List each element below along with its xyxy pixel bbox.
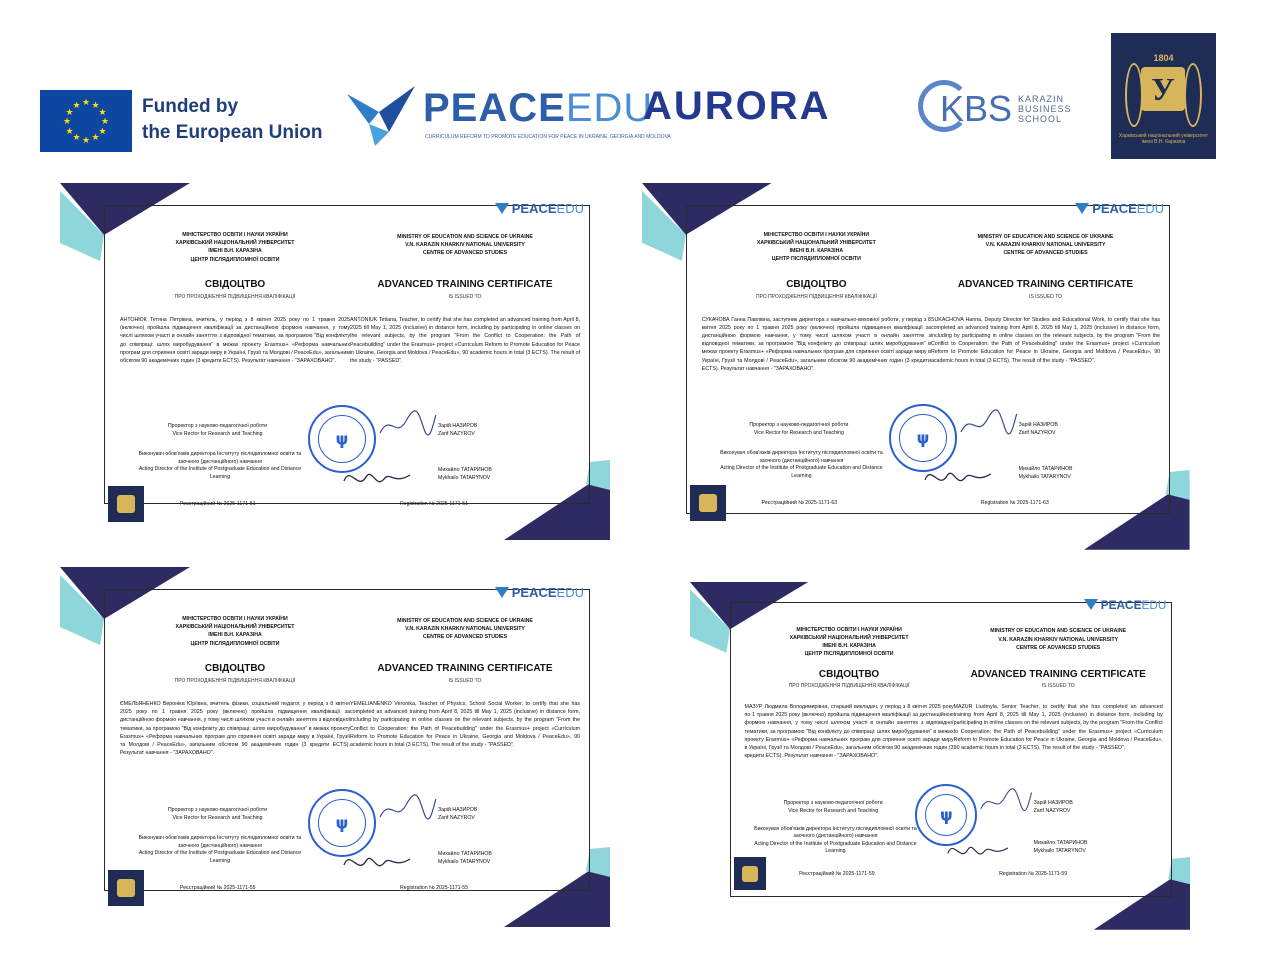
sig2-en: Acting Director of the Institute of Postgraduate Education and Distance Learning <box>138 850 302 864</box>
peaceedu-logo <box>345 82 671 148</box>
en-header-line: CENTRE OF ADVANCED STUDIES <box>422 634 508 641</box>
ua-header-line: ХАРКІВСЬКИЙ НАЦІОНАЛЬНИЙ УНІВЕРСИТЕТ <box>789 634 909 641</box>
signatory-2-position <box>130 835 310 865</box>
eu-flag-icon <box>40 90 132 152</box>
sig2-name-ua: Михайло ТАТАРИНОВ <box>1033 840 1088 847</box>
body-ua: АНТОНЮК Тетяна Петрівна, вчитель, у період з 8 квітня 2025 року по 1 травня 2025 (включно) пройшла підвищення кваліфікації за дистанційною формою навчання, у тому числі шляхом участі в онлайн заняттях з відповідної тематики, за програмою "Від конфлікту до співпраці: шлях миробудування" в межах проекту Erasmus+ «Реформа навчальних програм для сприяння освіті заради миру в Україні, Грузії та Молдові / PeaceEdu», загальним обсягом 90 академічних годин (3 кредити ECTS). Результат навчання - "ЗАРАХОВАНО". <box>120 317 351 365</box>
peaceedu-bird-icon <box>495 203 509 214</box>
certificate-peaceedu-logo <box>495 201 584 216</box>
peaceedu-bird-icon <box>495 587 509 598</box>
body-en: MAZUR Liudmyla, Senior Teacher, to certify that she has completed an advanced training from April 8, 2025 till May 1, 2025 (inclusive) in distance form, including by participating in online classes on the relevant subjects, by the program "From the Conflict to Cooperation: the Path of Peacebuilding" under the Erasmus+ project «Curriculum Reform to Promote Education for Peace in Ukraine, Georgia and Moldova / PeaceEdu», 90 academic hours in total (3 ECTS). The result of the study - "PASSED". <box>953 703 1163 751</box>
kbs-sub-2: BUSINESS <box>1018 104 1072 114</box>
signatory-1-name <box>438 423 558 438</box>
wreath-right-icon <box>1184 63 1202 127</box>
kbs-word: KBS <box>940 88 1013 129</box>
sig1-name-en: Zarif NAZYROV <box>1018 429 1056 436</box>
en-header-line: CENTRE OF ADVANCED STUDIES <box>1016 644 1101 651</box>
subtitle-ua: ПРО ПРОХОДЖЕННЯ ПІДВИЩЕННЯ КВАЛІФІКАЦІЇ <box>755 293 877 300</box>
sig1-name-ua: Зарій НАЗИРОВ <box>438 807 478 813</box>
registration-number-en: Registration № 2025-1171-63 <box>980 499 1049 506</box>
edu-word: EDU <box>565 86 654 130</box>
certificate-card-4 <box>690 582 1190 930</box>
body-ua: СУКАЧОВА Ганна Павлівна, заступник директора з навчально-виховної роботи, у період з 8 квітня 2025 року по 1 травня 2025 року (включно) пройшла підвищення кваліфікації за дистанційною формою навчання, у тому числі шляхом участі в онлайн заняттях з відповідної тематики, за програмою "Від конфлікту до співпраці: шлях миробудування" в межах проекту Erasmus+ «Реформа навчальних програм для сприяння освіті заради миру в Україні, Грузії та Молдові / PeaceEdu», загальним обсягом 90 академічних годин (3 кредити ECTS). Результат навчання - "ЗАРАХОВАНО". <box>701 316 931 372</box>
en-header <box>954 627 1163 652</box>
sig1-name-en: Zarif NAZYROV <box>438 430 475 437</box>
title-en: ADVANCED TRAINING CERTIFICATE <box>957 278 1134 290</box>
subtitle-en: IS ISSUED TO <box>448 678 482 684</box>
peaceedu-bird-icon <box>345 82 417 148</box>
kbs-sub-1: KARAZIN <box>1018 94 1065 104</box>
sig2-ua: Виконувач обов'язків директора Інституту післядипломної освіти та заочного (дистанційного) навчання <box>720 450 883 464</box>
khnu-year: 1804 <box>1153 53 1174 63</box>
cert-logo-peace: PEACE <box>511 585 557 600</box>
subtitle-en: IS ISSUED TO <box>1029 293 1062 300</box>
signatory-1-name <box>1034 800 1143 815</box>
en-header <box>931 233 1160 258</box>
sig2-name-en: Mykhailo TATARYNOV <box>1018 473 1071 480</box>
en-header-line: V.N. KARAZIN KHARKIV NATIONAL UNIVERSITY <box>405 626 525 633</box>
registration-number-en: Registration № 2025-1171-51 <box>400 501 469 507</box>
sig2-name-ua: Михайло ТАТАРИНОВ <box>438 851 492 857</box>
sig1-en: Vice Rector for Research and Teaching <box>172 814 263 821</box>
khnu-caption: Харківський національний університет імені В.Н. Каразіна <box>1118 133 1209 145</box>
sig1-name-ua: Зарій НАЗИРОВ <box>1033 800 1073 807</box>
signatory-1-position <box>130 807 305 822</box>
title-en: ADVANCED TRAINING CERTIFICATE <box>377 663 553 674</box>
university-emblem-icon <box>734 857 767 890</box>
sig1-name-en: Zarif NAZYROV <box>438 814 475 821</box>
body-ua: МАЗУР Людмила Володимирівна, старший викладач, у період з 8 квітня 2025 року по 1 травня 2025 року (включно) пройшла підвищення кваліфікації за дистанційною формою навчання, у тому числі шляхом участі в онлайн заняттях з відповідної тематики, за програмою "Від конфлікту до співпраці: шлях миробудування" в межах проекту Erasmus+ «Реформа навчальних програм для сприяння освіті заради миру в Україні, Грузії та Молдові / PeaceEdu», загальним обсягом 90 академічних годин (3 кредити ECTS). Результат навчання - "ЗАРАХОВАНО". <box>744 703 954 760</box>
university-emblem-icon <box>108 486 144 522</box>
en-header-line: MINISTRY OF EDUCATION AND SCIENCE OF UKRAINE <box>397 234 533 240</box>
sig2-ua: Виконувач обов'язків директора Інституту післядипломної освіти та заочного (дистанційного) навчання <box>138 451 302 465</box>
eu-star-icon: ★ <box>101 116 110 126</box>
sig2-en: Acting Director of the Institute of Postgraduate Education and Distance Learning <box>754 840 917 855</box>
eu-star-icon: ★ <box>98 106 107 117</box>
certificate-peaceedu-logo <box>495 585 584 600</box>
signature-2 <box>342 847 412 877</box>
subtitle-ua: ПРО ПРОХОДЖЕННЯ ПІДВИЩЕННЯ КВАЛІФІКАЦІЇ <box>788 682 910 689</box>
ua-header-line: ІМЕНІ В.Н. КАРАЗІНА <box>822 643 876 650</box>
signatory-2-name <box>438 851 558 866</box>
title-en: ADVANCED TRAINING CERTIFICATE <box>377 279 553 290</box>
certificate-card-1 <box>60 183 610 540</box>
en-header-line: V.N. KARAZIN KHARKIV NATIONAL UNIVERSITY <box>405 242 525 249</box>
signatory-2-position <box>712 450 891 480</box>
certificate-peaceedu-logo <box>1084 598 1167 612</box>
sig2-en: Acting Director of the Institute of Postgraduate Education and Distance Learning <box>720 465 883 479</box>
en-header <box>350 617 580 642</box>
registration-number-ua: Реєстраційний № 2025-1171-63 <box>761 499 838 506</box>
sig2-name-ua: Михайло ТАТАРИНОВ <box>1018 465 1073 472</box>
cert-logo-edu: EDU <box>556 201 584 216</box>
ua-header-line: ІМЕНІ В.Н. КАРАЗІНА <box>208 632 262 639</box>
eu-star-icon: ★ <box>91 132 100 143</box>
signatory-2-name <box>438 467 558 482</box>
eu-line-1: Funded by <box>142 96 239 117</box>
signature-1 <box>378 409 438 439</box>
sig1-name-ua: Зарій НАЗИРОВ <box>1018 422 1058 429</box>
ua-header-line: МІНІСТЕРСТВО ОСВІТИ І НАУКИ УКРАЇНИ <box>182 616 288 622</box>
ua-header-line: ХАРКІВСЬКИЙ НАЦІОНАЛЬНИЙ УНІВЕРСИТЕТ <box>175 240 295 247</box>
en-header-line: CENTRE OF ADVANCED STUDIES <box>1003 250 1088 257</box>
kbs-logo <box>918 80 1083 136</box>
sig1-name-ua: Зарій НАЗИРОВ <box>438 423 478 429</box>
sig1-ua: Проректор з науково-педагогічної роботи <box>167 423 268 429</box>
trident-icon: ψ <box>335 429 349 449</box>
subtitle-ua: ПРО ПРОХОДЖЕННЯ ПІДВИЩЕННЯ КВАЛІФІКАЦІЇ <box>174 678 296 684</box>
trident-icon: ψ <box>940 805 953 825</box>
ua-header <box>120 615 350 648</box>
kbs-sub-3: SCHOOL <box>1018 114 1063 124</box>
khnu-shield-icon: У <box>1141 67 1185 111</box>
ua-header-line: ІМЕНІ В.Н. КАРАЗІНА <box>208 248 262 255</box>
subtitle-en: IS ISSUED TO <box>1041 682 1075 689</box>
signatory-1-position <box>130 423 305 438</box>
sig1-en: Vice Rector for Research and Teaching <box>753 429 844 436</box>
eu-star-icon: ★ <box>72 132 81 143</box>
cert-logo-edu: EDU <box>1141 598 1167 613</box>
ua-header-line: ІМЕНІ В.Н. КАРАЗІНА <box>789 248 844 255</box>
certificate-card-2 <box>642 183 1190 550</box>
registration-number-ua: Реєстраційний № 2025-1171-55 <box>180 885 256 891</box>
signatory-2-name <box>1034 840 1143 855</box>
ua-header-line: МІНІСТЕРСТВО ОСВІТИ І НАУКИ УКРАЇНИ <box>763 231 870 238</box>
certificate-card-3 <box>60 567 610 927</box>
en-header-line: MINISTRY OF EDUCATION AND SCIENCE OF UKRAINE <box>990 628 1127 635</box>
university-emblem-icon <box>690 485 726 521</box>
body-en: SUKACHOVA Hanna, Deputy Director for Studies and Educational Work, to certify that she has completed an advanced training from April 8, 2025 till May 1, 2025 (inclusive) in distance form, including by participating in online classes on the relevant subjects, by the program "From the Conflict to Cooperation: the Path of Peacebuilding" under the Erasmus+ project «Curriculum Reform to Promote Education for Peace in Ukraine, Georgia and Moldova / PeaceEdu», 90 academic hours in total (3 ECTS). The result of the study - "PASSED". <box>930 316 1161 364</box>
ua-header <box>120 231 350 264</box>
body-ua: ЄМЕЛЬЯНЕНКО Вероніка Юріївна, вчитель фізики, соціальний педагог, у період з 8 квітня 2025 року по 1 травня 2025 року (включно) пройшла підвищення кваліфікації за дистанційною формою навчання, у тому числі шляхом участі в онлайн заняттях з відповідної тематики, за програмою "Від конфлікту до співпраці: шлях миробудування" в межах проекту Erasmus+ «Реформа навчальних програм для сприяння освіті заради миру в Україні, Грузії та Молдові / PeaceEdu», загальним обсягом 90 академічних годин (3 кредити ECTS). Результат навчання - "ЗАРАХОВАНО". <box>120 701 350 757</box>
cert-logo-edu: EDU <box>1136 200 1165 216</box>
eu-star-icon: ★ <box>72 99 81 110</box>
ua-header-line: ЦЕНТР ПІСЛЯДИПЛОМНОЇ ОСВІТИ <box>804 651 894 658</box>
signatory-1-position <box>754 800 913 815</box>
sig2-ua: Виконувач обов'язків директора Інституту післядипломної освіти та заочного (дистанційного) навчання <box>138 835 302 849</box>
registration-number-ua: Реєстраційний № 2025-1171-51 <box>180 501 256 507</box>
title-ua: СВІДОЦТВО <box>818 669 880 681</box>
sig1-ua: Проректор з науково-педагогічної роботи <box>783 800 883 807</box>
sig1-en: Vice Rector for Research and Teaching <box>788 807 879 814</box>
signatory-2-position <box>754 826 918 856</box>
sig2-name-en: Mykhailo TATARYNOV <box>1033 847 1086 854</box>
ua-header <box>702 231 931 264</box>
signatory-1-name <box>438 807 558 822</box>
eu-star-icon: ★ <box>65 125 74 136</box>
signature-2 <box>946 837 1010 864</box>
signatory-2-name <box>1019 466 1139 481</box>
signatory-1-name <box>1019 422 1139 437</box>
eu-star-icon: ★ <box>91 99 100 110</box>
title-en: ADVANCED TRAINING CERTIFICATE <box>970 669 1146 681</box>
signature-1 <box>979 787 1034 814</box>
cert-logo-edu: EDU <box>556 585 584 600</box>
cert-logo-peace: PEACE <box>511 201 557 216</box>
en-header-line: V.N. KARAZIN KHARKIV NATIONAL UNIVERSITY <box>998 636 1119 643</box>
signatory-1-position <box>712 422 886 437</box>
eu-star-icon: ★ <box>65 106 74 117</box>
registration-number-ua: Реєстраційний № 2025-1171-59 <box>799 871 875 878</box>
en-header-line: V.N. KARAZIN KHARKIV NATIONAL UNIVERSITY <box>985 242 1106 249</box>
subtitle-en: IS ISSUED TO <box>448 294 482 300</box>
en-header-line: MINISTRY OF EDUCATION AND SCIENCE OF UKRAINE <box>977 233 1114 240</box>
body-en: ANTONIUK Tetiana, Teacher, to certify that she has completed an advanced training from April 8, 2025 till May 1, 2025 (inclusive) in distance form, including by participating in online classes on the relevant subjects, by the program "From the Conflict to Cooperation: the Path of Peacebuilding" under the Erasmus+ project «Curriculum Reform to Promote Education for Peace in Ukraine, Georgia and Moldova / PeaceEdu», 90 academic hours in total (3 ECTS). The result of the study - "PASSED". <box>350 317 580 365</box>
signatory-2-position <box>130 451 310 481</box>
title-ua: СВІДОЦТВО <box>786 278 847 290</box>
registration-number-en: Registration № 2025-1171-55 <box>400 885 469 891</box>
ua-header-line: ХАРКІВСЬКИЙ НАЦІОНАЛЬНИЙ УНІВЕРСИТЕТ <box>175 624 295 631</box>
eu-star-icon: ★ <box>82 97 91 107</box>
peace-word: PEACE <box>423 86 566 130</box>
university-emblem-icon <box>108 870 144 906</box>
signature-1 <box>959 408 1019 438</box>
sig1-ua: Проректор з науково-педагогічної роботи <box>749 422 849 429</box>
ua-header-line: ХАРКІВСЬКИЙ НАЦІОНАЛЬНИЙ УНІВЕРСИТЕТ <box>756 240 876 247</box>
title-ua: СВІДОЦТВО <box>204 663 266 674</box>
sig2-name-ua: Михайло ТАТАРИНОВ <box>438 467 492 473</box>
peaceedu-bird-icon <box>1075 203 1089 214</box>
body-en: YEMELIANENKO Veronika, Teacher of Physics, School Social Worker, to certify that she has completed an advanced training from April 8, 2025 till May 1, 2025 (inclusive) in distance form, including by participating in online classes on the relevant subjects, by the program "From the Conflict to Cooperation: the Path of Peacebuilding" under the Erasmus+ project «Curriculum Reform to Promote Education for Peace in Ukraine, Georgia and Moldova / PeaceEdu», 90 academic hours in total (3 ECTS). The result of the study - "PASSED". <box>350 701 580 749</box>
registration-number-en: Registration № 2025-1171-59 <box>999 871 1068 878</box>
eu-star-icon: ★ <box>98 125 107 136</box>
en-header-line: CENTRE OF ADVANCED STUDIES <box>422 250 508 257</box>
aurora-logo: AURORA <box>643 84 831 128</box>
eu-line-2: the European Union <box>142 122 323 143</box>
ua-header-line: ЦЕНТР ПІСЛЯДИПЛОМНОЇ ОСВІТИ <box>771 256 861 263</box>
peaceedu-tagline: CURRICULUM REFORM TO PROMOTE EDUCATION FOR PEACE IN UKRAINE, GEORGIA AND MOLDOVA <box>425 134 671 140</box>
en-header-line: MINISTRY OF EDUCATION AND SCIENCE OF UKRAINE <box>397 618 533 624</box>
eu-funding-logo <box>40 90 340 152</box>
subtitle-ua: ПРО ПРОХОДЖЕННЯ ПІДВИЩЕННЯ КВАЛІФІКАЦІЇ <box>174 294 296 300</box>
sig2-ua: Виконувач обов'язків директора Інституту післядипломної освіти та заочного (дистанційного) навчання <box>754 825 917 840</box>
cert-logo-peace: PEACE <box>1092 200 1137 216</box>
trident-icon: ψ <box>335 813 349 833</box>
sig1-en: Vice Rector for Research and Teaching <box>172 430 263 437</box>
ua-header-line: ЦЕНТР ПІСЛЯДИПЛОМНОЇ ОСВІТИ <box>190 256 280 263</box>
sig2-name-en: Mykhailo TATARYNOV <box>438 474 491 481</box>
ua-header-line: МІНІСТЕРСТВО ОСВІТИ І НАУКИ УКРАЇНИ <box>182 232 288 238</box>
signature-2 <box>923 462 993 492</box>
trident-icon: ψ <box>916 428 930 448</box>
karazin-university-logo <box>1111 33 1216 159</box>
eu-star-icon: ★ <box>82 135 91 145</box>
certificate-peaceedu-logo <box>1075 201 1164 216</box>
ua-header <box>745 626 954 659</box>
en-header <box>350 233 580 258</box>
sig1-name-en: Zarif NAZYROV <box>1033 807 1071 814</box>
title-ua: СВІДОЦТВО <box>204 279 266 290</box>
ua-header-line: МІНІСТЕРСТВО ОСВІТИ І НАУКИ УКРАЇНИ <box>796 626 902 633</box>
cert-logo-peace: PEACE <box>1100 598 1142 613</box>
peaceedu-bird-icon <box>1084 599 1098 610</box>
sig2-en: Acting Director of the Institute of Postgraduate Education and Distance Learning <box>138 466 302 480</box>
sig2-name-en: Mykhailo TATARYNOV <box>438 858 491 865</box>
sig1-ua: Проректор з науково-педагогічної роботи <box>167 807 268 813</box>
signature-1 <box>378 793 438 823</box>
ua-header-line: ЦЕНТР ПІСЛЯДИПЛОМНОЇ ОСВІТИ <box>190 640 280 647</box>
signature-2 <box>342 463 412 493</box>
eu-star-icon: ★ <box>63 116 72 126</box>
